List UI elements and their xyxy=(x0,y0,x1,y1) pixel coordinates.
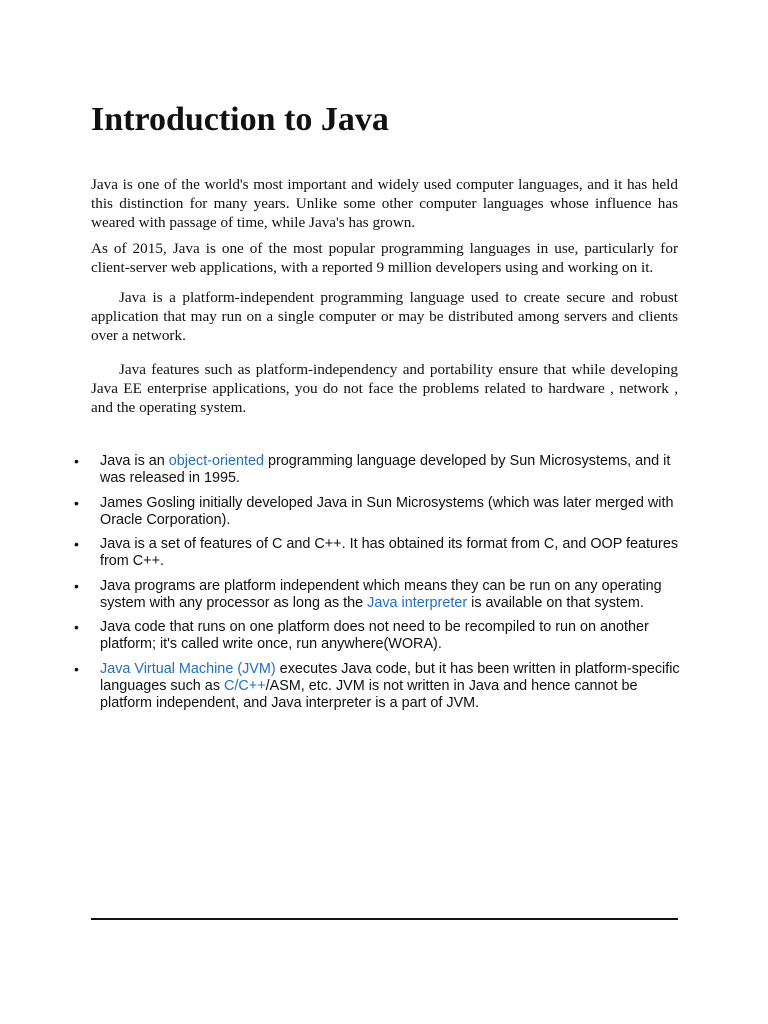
bullet-text: Java programs are platform independent which means they can be run on any operating system with any processor as long as the xyxy=(100,577,662,611)
bullet-icon: • xyxy=(74,494,79,511)
list-item xyxy=(72,453,682,487)
paragraph-popularity: As of 2015, Java is one of the most popular programming languages in use, particularly for client-server web applications, with a reported 9 million developers using and working on it. xyxy=(91,240,678,276)
bullet-text: Java is an xyxy=(100,453,169,469)
bullet-text: James Gosling initially developed Java in Sun Microsystems (which was later merged with Oracle Corporation). xyxy=(100,494,674,528)
bullet-text: programming language developed by Sun Microsystems, and it was released in 1995. xyxy=(100,453,671,486)
jvm-link[interactable]: Java Virtual Machine (JVM) xyxy=(100,660,276,677)
c-cpp-link[interactable]: C/C++ xyxy=(224,677,266,694)
bullet-text: is available on that system. xyxy=(467,594,644,611)
bullet-text: Java is a set of features of C and C++. It has obtained its format from C, and OOP features from C++. xyxy=(100,536,679,569)
paragraph-intro: Java is one of the world's most important and widely used computer languages, and it has held this distinction for many years. Unlike some other computer languages whose influence has weared with passage of time, while Java's has grown. xyxy=(91,176,678,231)
list-item xyxy=(72,495,682,529)
bullet-text: Java code that runs on one platform does not need to be recompiled to run on another platform; it's called write once, run anywhere(WORA). xyxy=(100,619,649,652)
page-title: Introduction to Java xyxy=(91,101,389,138)
bullet-icon: • xyxy=(74,660,79,677)
list-item xyxy=(72,578,682,612)
bullet-icon: • xyxy=(74,536,79,552)
paragraph-features: Java features such as platform-independency and portability ensure that while developing Java EE enterprise applications, you do not face the problems related to hardware , network , and the operating system. xyxy=(91,361,678,416)
paragraph-platform-independent: Java is a platform-independent programming language used to create secure and robust application that may run on a single computer or may be distributed among servers and clients over a network. xyxy=(91,289,678,344)
bullet-text: /ASM, etc. JVM is not written in Java and hence cannot be platform independent, and Java interpreter is a part of JVM. xyxy=(100,677,638,711)
bullet-text: executes Java code, but it has been written in platform-specific languages such as xyxy=(100,660,680,694)
list-item xyxy=(72,536,682,570)
java-interpreter-link[interactable]: Java interpreter xyxy=(367,594,468,611)
footer-divider xyxy=(91,918,678,920)
list-item xyxy=(72,619,682,653)
bullet-icon: • xyxy=(74,453,79,469)
list-item xyxy=(72,661,682,712)
bullet-icon: • xyxy=(74,619,79,635)
object-oriented-link[interactable]: object-oriented xyxy=(168,453,264,469)
feature-bullet-list xyxy=(72,453,682,719)
bullet-icon: • xyxy=(74,577,79,594)
